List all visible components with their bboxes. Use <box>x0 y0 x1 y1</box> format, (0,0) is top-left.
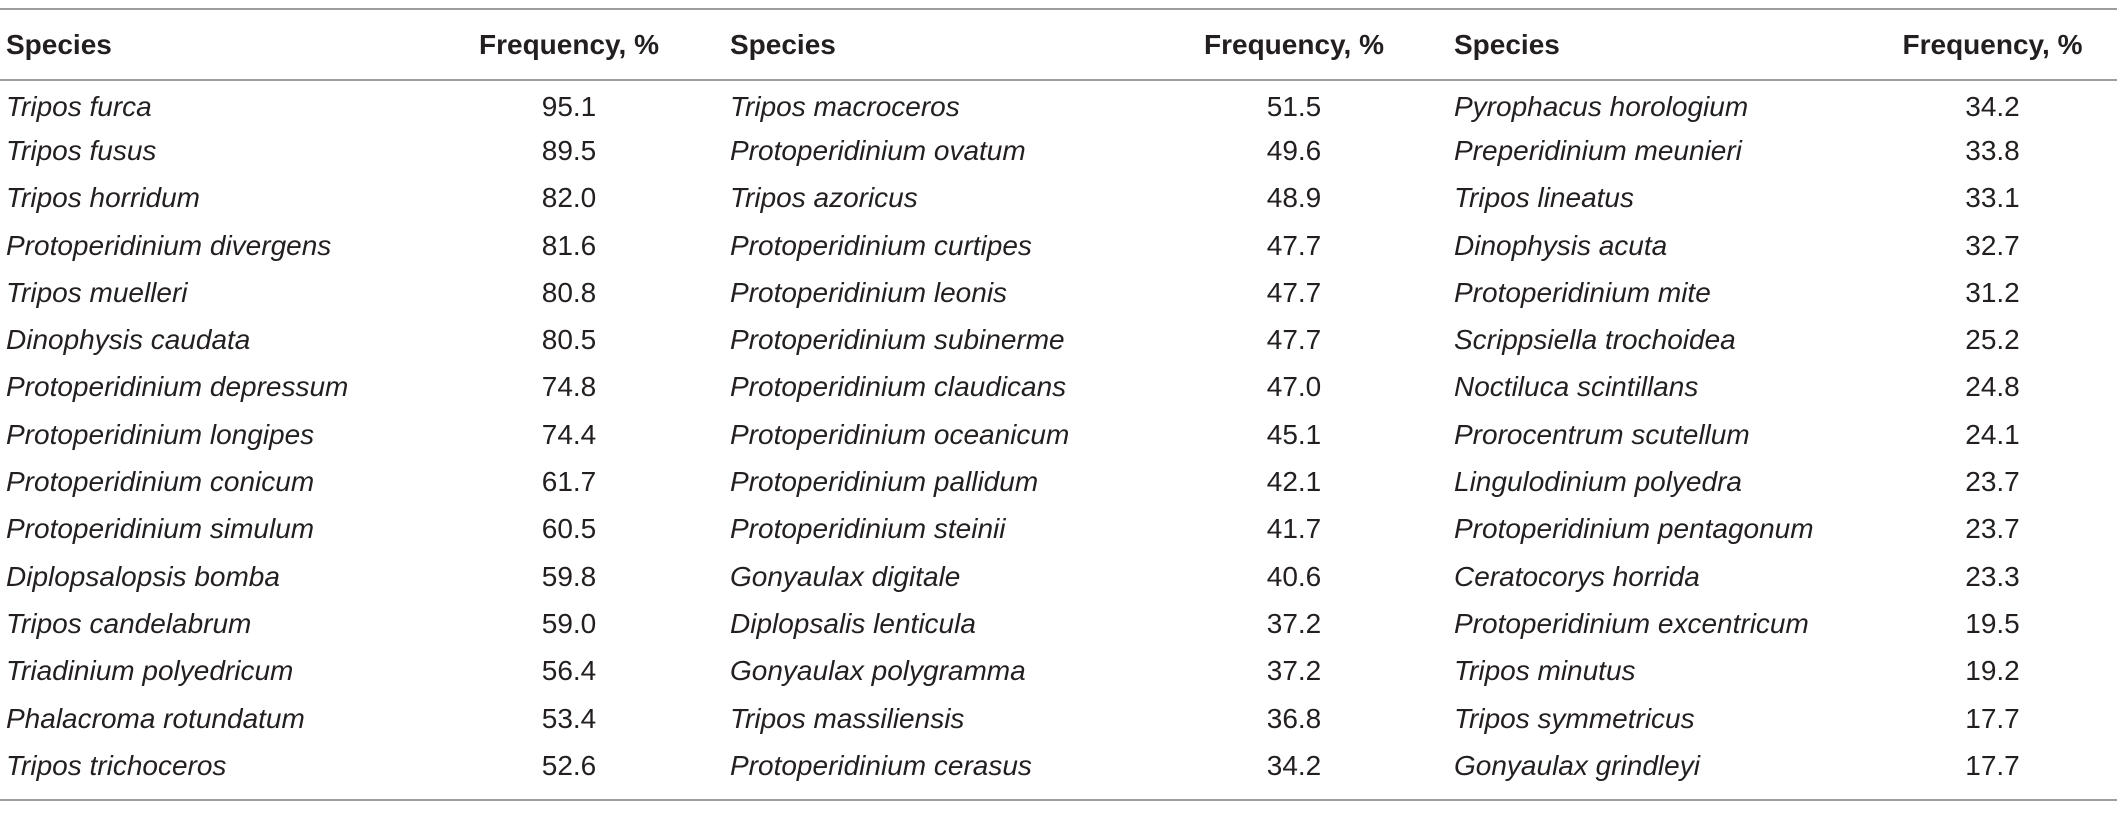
cell-frequency-1: 74.4 <box>541 418 597 450</box>
cell-frequency-1: 61.7 <box>541 466 597 498</box>
cell-species-2: Protoperidinium cerasus <box>730 749 1032 781</box>
cell-species-3: Gonyaulax grindleyi <box>1454 749 1700 781</box>
cell-frequency-1: 80.8 <box>541 276 597 308</box>
cell-species-1: Triadinium polyedricum <box>6 655 294 687</box>
cell-frequency-1: 53.4 <box>541 702 597 734</box>
header-row <box>0 9 2117 80</box>
cell-species-3: Pyrophacus horologium <box>1454 91 1749 123</box>
cell-frequency-1: 52.6 <box>541 749 597 781</box>
cell-frequency-2: 49.6 <box>1266 134 1322 166</box>
cell-species-3: Dinophysis acuta <box>1454 229 1668 261</box>
cell-species-3: Protoperidinium excentricum <box>1454 607 1809 639</box>
cell-frequency-2: 51.5 <box>1266 91 1322 123</box>
cell-species-3: Ceratocorys horrida <box>1454 560 1700 592</box>
cell-frequency-3: 23.3 <box>1965 560 2020 592</box>
cell-frequency-3: 17.7 <box>1965 749 2020 781</box>
cell-frequency-3: 25.2 <box>1965 324 2020 356</box>
header-frequency-3: Frequency, % <box>1902 28 2083 60</box>
cell-species-3: Noctiluca scintillans <box>1454 371 1699 403</box>
cell-species-1: Tripos horridum <box>6 182 200 214</box>
table-row <box>0 269 2117 316</box>
table-row <box>0 364 2117 411</box>
table-body <box>0 80 2117 800</box>
table-row <box>0 458 2117 505</box>
cell-frequency-2: 41.7 <box>1266 513 1322 545</box>
cell-frequency-2: 47.7 <box>1266 324 1322 356</box>
cell-species-1: Dinophysis caudata <box>6 324 251 356</box>
cell-frequency-1: 74.8 <box>541 371 597 403</box>
cell-frequency-3: 19.5 <box>1965 607 2020 639</box>
cell-species-1: Tripos candelabrum <box>6 607 252 639</box>
table-row <box>0 127 2117 174</box>
cell-species-2: Protoperidinium leonis <box>730 276 1008 308</box>
cell-species-1: Protoperidinium depressum <box>6 371 349 403</box>
cell-species-2: Tripos azoricus <box>730 182 918 214</box>
cell-frequency-3: 24.8 <box>1965 371 2020 403</box>
cell-frequency-3: 34.2 <box>1965 91 2020 123</box>
table-row <box>0 742 2117 800</box>
cell-species-1: Protoperidinium longipes <box>6 418 315 450</box>
cell-frequency-1: 81.6 <box>541 229 597 261</box>
cell-frequency-2: 47.7 <box>1266 229 1322 261</box>
cell-frequency-1: 59.8 <box>541 560 597 592</box>
cell-species-2: Diplopsalis lenticula <box>730 607 976 639</box>
cell-frequency-1: 80.5 <box>541 324 597 356</box>
header-species-1: Species <box>6 28 112 60</box>
cell-frequency-2: 45.1 <box>1266 418 1322 450</box>
cell-species-2: Tripos massiliensis <box>730 702 965 734</box>
cell-species-2: Protoperidinium curtipes <box>730 229 1032 261</box>
cell-frequency-3: 19.2 <box>1965 655 2020 687</box>
cell-frequency-3: 33.1 <box>1965 182 2020 214</box>
table-row <box>0 553 2117 600</box>
cell-frequency-3: 17.7 <box>1965 702 2020 734</box>
header-frequency-2: Frequency, % <box>1204 28 1384 60</box>
cell-species-2: Protoperidinium ovatum <box>730 134 1026 166</box>
cell-species-2: Protoperidinium pallidum <box>730 466 1039 498</box>
cell-species-1: Protoperidinium divergens <box>6 229 332 261</box>
cell-frequency-2: 36.8 <box>1266 702 1322 734</box>
table-row <box>0 648 2117 695</box>
cell-species-2: Gonyaulax digitale <box>730 560 961 592</box>
cell-frequency-3: 23.7 <box>1965 513 2020 545</box>
cell-species-2: Gonyaulax polygramma <box>730 655 1026 687</box>
cell-species-1: Tripos trichoceros <box>6 749 227 781</box>
cell-species-3: Tripos lineatus <box>1454 182 1635 214</box>
cell-species-2: Protoperidinium claudicans <box>730 371 1067 403</box>
cell-species-3: Tripos symmetricus <box>1454 702 1695 734</box>
table-row <box>0 506 2117 553</box>
header-species-3: Species <box>1454 28 1560 60</box>
species-frequency-table-container <box>0 8 2117 801</box>
header-frequency-1: Frequency, % <box>479 28 659 60</box>
cell-frequency-1: 89.5 <box>541 134 597 166</box>
cell-species-2: Protoperidinium oceanicum <box>730 418 1070 450</box>
cell-species-1: Tripos furca <box>6 91 152 123</box>
cell-frequency-2: 47.7 <box>1266 276 1322 308</box>
cell-species-1: Tripos muelleri <box>6 276 188 308</box>
cell-species-2: Protoperidinium subinerme <box>730 324 1065 356</box>
table-row <box>0 411 2117 458</box>
table-row <box>0 600 2117 647</box>
cell-species-3: Scrippsiella trochoidea <box>1454 324 1736 356</box>
cell-species-1: Tripos fusus <box>6 134 157 166</box>
cell-frequency-1: 60.5 <box>541 513 597 545</box>
table-row <box>0 695 2117 742</box>
cell-frequency-1: 95.1 <box>541 91 597 123</box>
cell-species-1: Diplopsalopsis bomba <box>6 560 280 592</box>
cell-species-2: Tripos macroceros <box>730 91 960 123</box>
table-row <box>0 175 2117 222</box>
cell-frequency-2: 47.0 <box>1266 371 1322 403</box>
table-row <box>0 80 2117 127</box>
species-frequency-table <box>0 8 2117 801</box>
cell-species-3: Tripos minutus <box>1454 655 1636 687</box>
cell-frequency-2: 37.2 <box>1266 655 1322 687</box>
table-header <box>0 9 2117 80</box>
cell-frequency-1: 59.0 <box>541 607 597 639</box>
cell-frequency-3: 23.7 <box>1965 466 2020 498</box>
header-species-2: Species <box>730 28 836 60</box>
cell-frequency-3: 31.2 <box>1965 276 2020 308</box>
cell-frequency-2: 42.1 <box>1266 466 1322 498</box>
cell-species-2: Protoperidinium steinii <box>730 513 1006 545</box>
table-row <box>0 316 2117 363</box>
cell-frequency-3: 32.7 <box>1965 229 2020 261</box>
cell-species-3: Protoperidinium mite <box>1454 276 1711 308</box>
cell-species-3: Lingulodinium polyedra <box>1454 466 1742 498</box>
cell-species-1: Protoperidinium conicum <box>6 466 315 498</box>
cell-frequency-1: 56.4 <box>541 655 597 687</box>
cell-frequency-3: 24.1 <box>1965 418 2020 450</box>
cell-frequency-3: 33.8 <box>1965 134 2020 166</box>
cell-frequency-2: 34.2 <box>1266 749 1322 781</box>
cell-frequency-2: 40.6 <box>1266 560 1322 592</box>
cell-species-3: Preperidinium meunieri <box>1454 134 1742 166</box>
cell-species-1: Phalacroma rotundatum <box>6 702 305 734</box>
cell-species-3: Prorocentrum scutellum <box>1454 418 1750 450</box>
cell-frequency-2: 37.2 <box>1266 607 1322 639</box>
cell-frequency-2: 48.9 <box>1266 182 1322 214</box>
cell-species-3: Protoperidinium pentagonum <box>1454 513 1814 545</box>
cell-species-1: Protoperidinium simulum <box>6 513 315 545</box>
table-row <box>0 222 2117 269</box>
cell-frequency-1: 82.0 <box>541 182 597 214</box>
